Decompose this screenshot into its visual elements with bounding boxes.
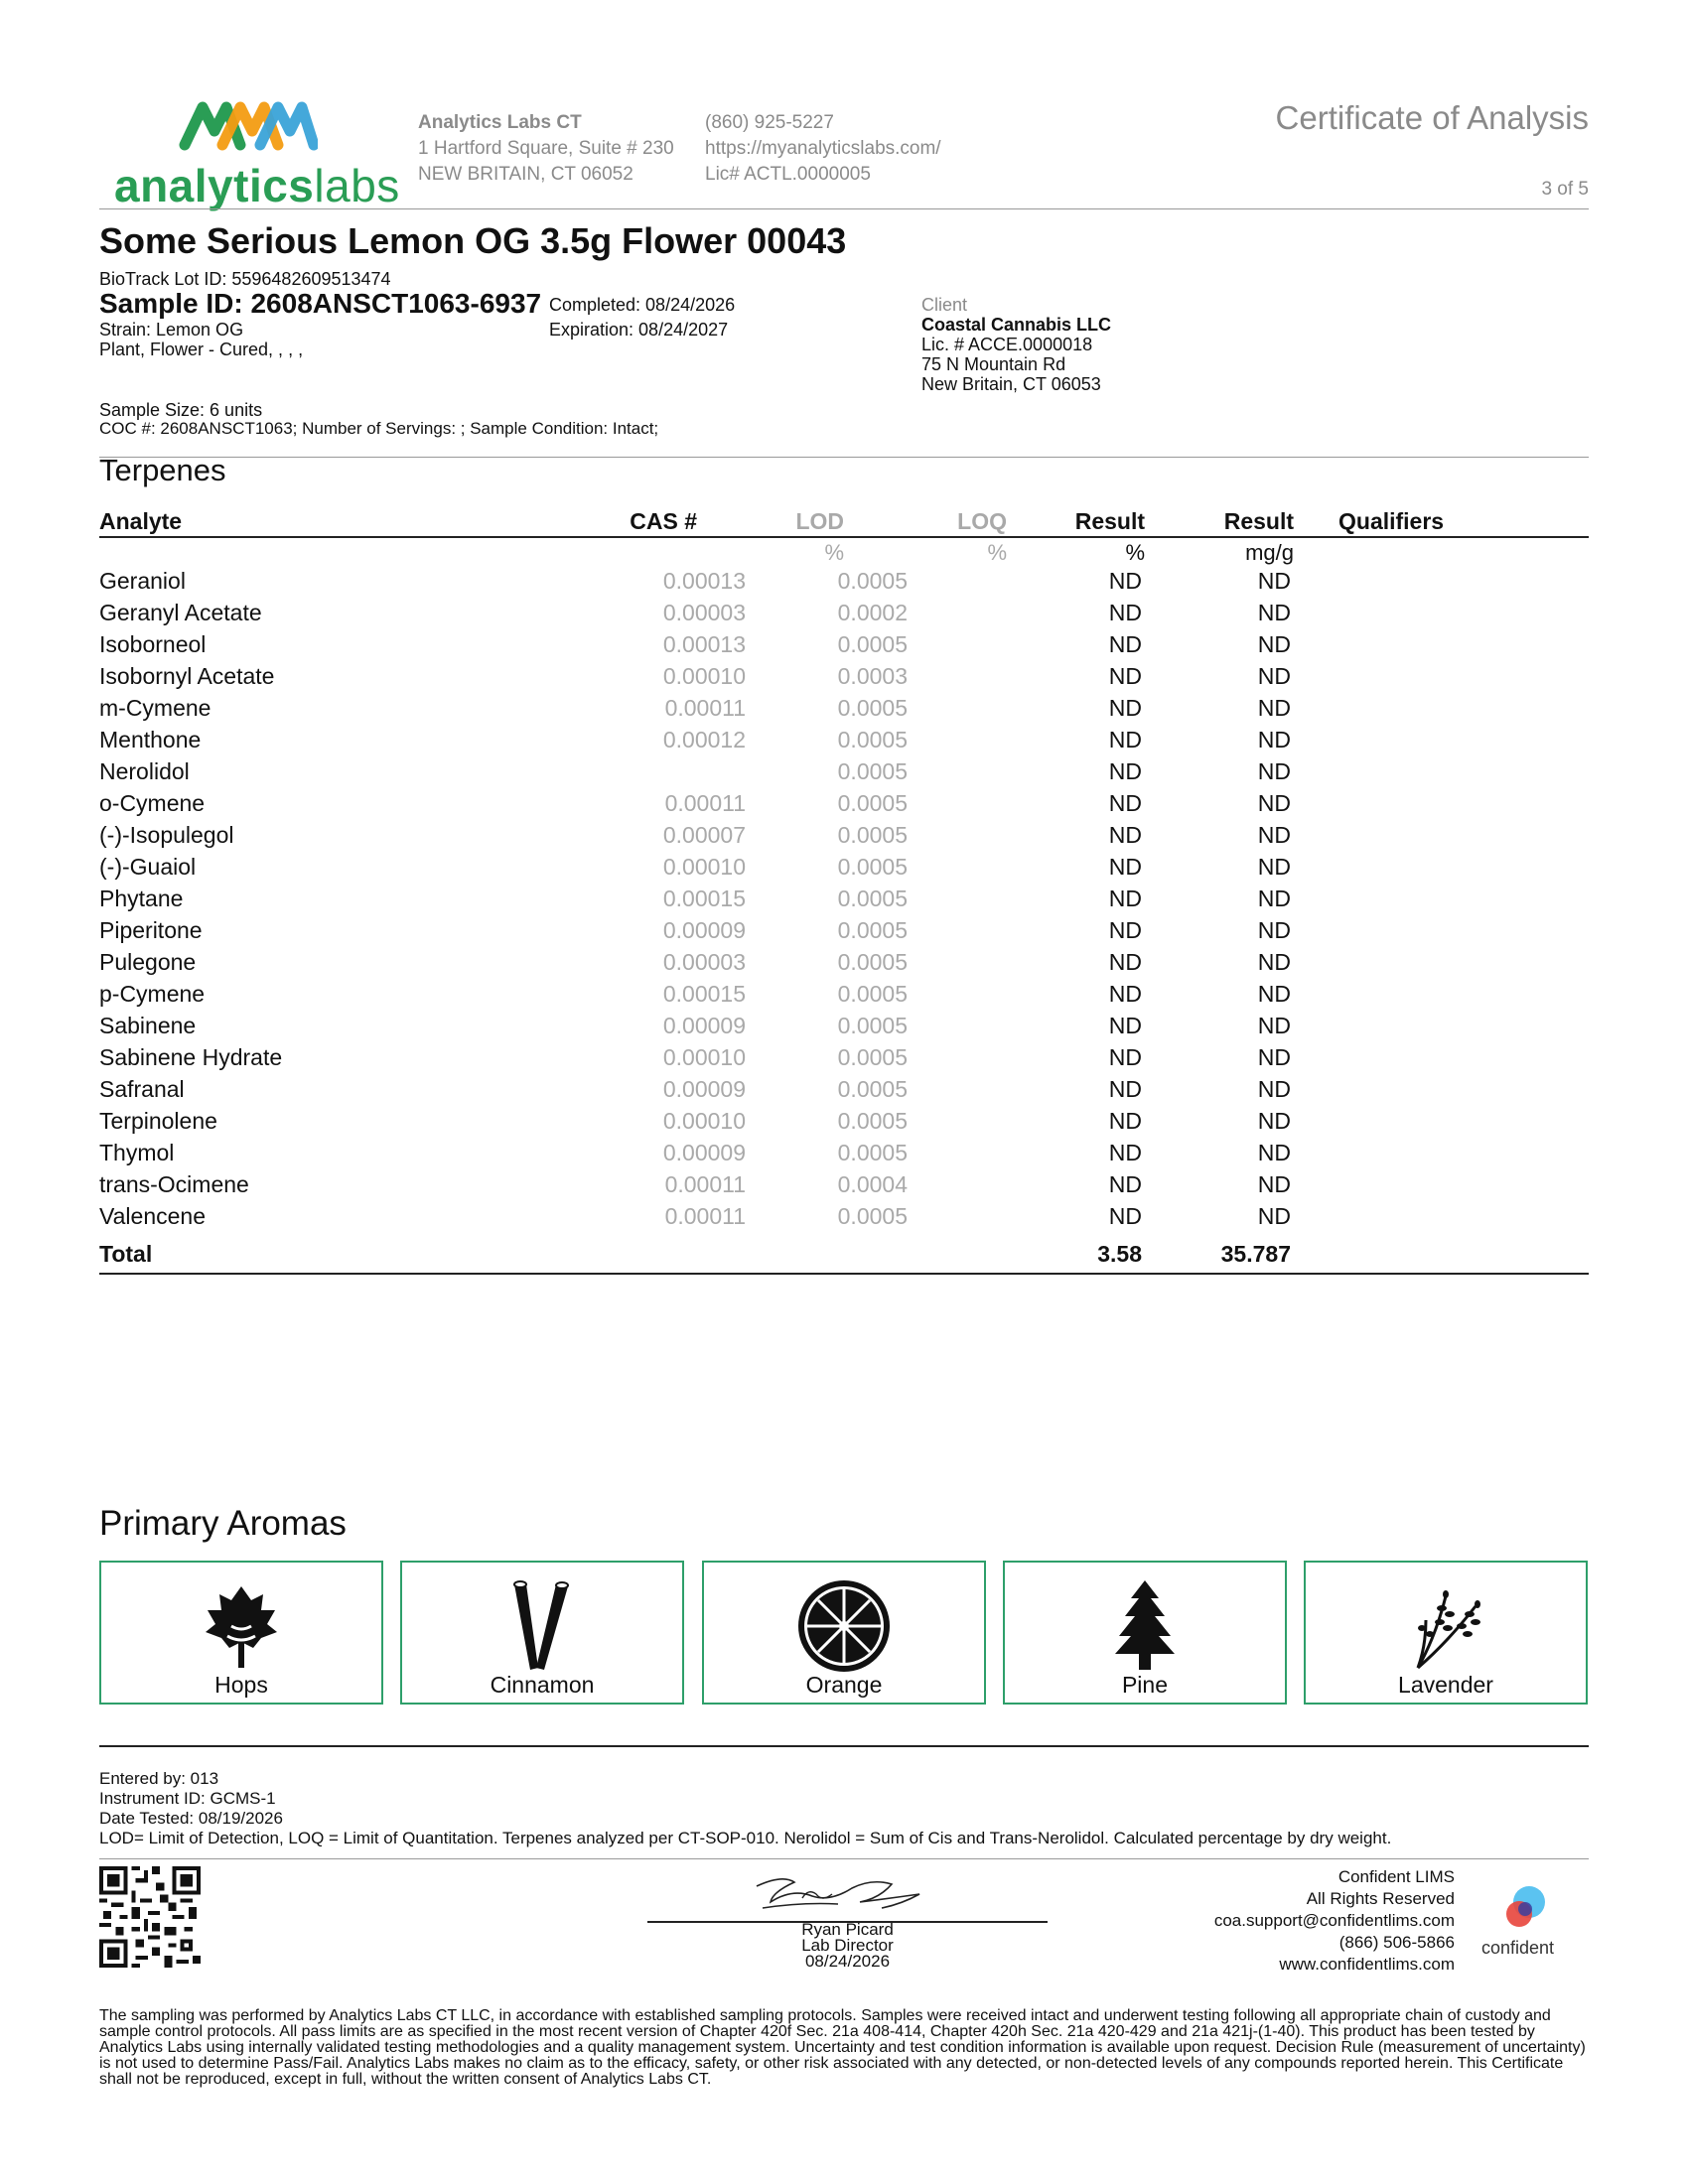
lod-cell: 0.00009 [662, 1076, 746, 1102]
aroma-label-orange: Orange [805, 1672, 883, 1698]
lod-cell: 0.00003 [662, 949, 746, 975]
analyte-cell: Sabinene [99, 1013, 197, 1038]
result-mg-cell: ND [1257, 1203, 1291, 1229]
table-row [99, 568, 1589, 600]
lavender-icon [1396, 1576, 1495, 1676]
lab-info [418, 110, 674, 188]
legal-disclaimer: The sampling was performed by Analytics Labs CT LLC, in accordance with established sampling protocols. Samples were received intact and underwent testing following all appropriate chain of custody and sample control protocols. All pass limits are as specified in the most recent version of Chapter 420f Sec. 21a 408-414, Chapter 420h Sec. 21a 420-429 and 21a 421j-(1-40). This product has been tested by Analytics Labs using internally validated testing methodologies and a quality management system. Uncertainty and test condition information is available upon request. Decision Rule (measurement of uncertainty) is not used to determine Pass/Fail. Analytics Labs makes no claim as to the efficacy, safety, or other risk associated with any detected, or non-detected levels of any compounds reported herein. This Certificate shall not be reproduced, except in full, without the written consent of Analytics Labs CT. [99, 2007, 1586, 2088]
primary-aromas-title: Primary Aromas [99, 1504, 347, 1543]
lod-cell: 0.00009 [662, 1013, 746, 1038]
table-row [99, 1140, 1589, 1171]
result-mg-cell: ND [1257, 981, 1291, 1007]
result-pct-cell: ND [1108, 727, 1142, 752]
analyte-cell: Geranyl Acetate [99, 600, 262, 625]
result-pct-cell: ND [1108, 822, 1142, 848]
lod-cell: 0.00010 [662, 1108, 746, 1134]
table-row [99, 600, 1589, 631]
loq-cell: 0.0002 [837, 600, 908, 625]
result-mg-cell: ND [1257, 1171, 1291, 1197]
analyte-cell: Safranal [99, 1076, 185, 1102]
sign-date: 08/24/2026 [804, 1952, 891, 1971]
loq-cell: 0.0005 [837, 949, 908, 975]
table-row [99, 1171, 1589, 1203]
col-header-loq: LOQ [957, 508, 1007, 534]
lod-cell: 0.00011 [664, 1203, 746, 1229]
result-mg-cell: ND [1257, 758, 1291, 784]
aroma-card-lavender [1304, 1561, 1588, 1705]
total-label: Total [99, 1241, 153, 1267]
analyte-cell: m-Cymene [99, 695, 211, 721]
col-header-qualifiers: Qualifiers [1338, 508, 1445, 534]
loq-cell: 0.0005 [837, 917, 908, 943]
result-mg-cell: ND [1257, 854, 1291, 880]
biotrack-lot-id: BioTrack Lot ID: 5596482609513474 [99, 269, 391, 289]
lod-cell: 0.00015 [662, 886, 746, 911]
result-pct-cell: ND [1108, 981, 1142, 1007]
qr-code[interactable] [99, 1866, 201, 1968]
table-row [99, 886, 1589, 917]
table-row [99, 1044, 1589, 1076]
orange-icon [794, 1576, 894, 1676]
analyte-cell: Piperitone [99, 917, 203, 943]
signer-name: Ryan Picard [801, 1920, 894, 1939]
lod-cell: 0.00013 [662, 631, 746, 657]
lod-cell: 0.00015 [662, 981, 746, 1007]
table-row [99, 917, 1589, 949]
unit-lod: % [824, 540, 844, 565]
signer-block [647, 1922, 1048, 1970]
document-title: Certificate of Analysis [1275, 99, 1589, 136]
result-pct-cell: ND [1108, 568, 1142, 594]
loq-cell: 0.0004 [837, 1171, 908, 1197]
unit-result-pct: % [1125, 540, 1145, 565]
logo-text-analytics: analytics [114, 160, 315, 211]
lab-address-line1: 1 Hartford Square, Suite # 230 [418, 138, 674, 159]
loq-cell: 0.0005 [837, 822, 908, 848]
table-header-rule [99, 536, 1589, 538]
lod-cell: 0.00012 [662, 727, 746, 752]
client-label: Client [921, 295, 968, 315]
result-pct-cell: ND [1108, 1076, 1142, 1102]
lab-license: Lic# ACTL.0000005 [705, 164, 871, 185]
result-pct-cell: ND [1108, 1044, 1142, 1070]
aroma-label-pine: Pine [1121, 1672, 1169, 1698]
col-header-result-pct: Result [1074, 508, 1145, 534]
hops-icon [192, 1576, 291, 1676]
lab-address-line2: NEW BRITAIN, CT 06052 [418, 164, 633, 185]
analyte-cell: p-Cymene [99, 981, 206, 1007]
result-pct-cell: ND [1108, 663, 1142, 689]
lod-cell: 0.00011 [664, 790, 746, 816]
analyte-cell: Thymol [99, 1140, 175, 1165]
loq-cell: 0.0005 [837, 695, 908, 721]
loq-cell: 0.0005 [837, 981, 908, 1007]
loq-cell: 0.0005 [837, 631, 908, 657]
lod-cell: 0.00007 [662, 822, 746, 848]
analyte-cell: Menthone [99, 727, 202, 752]
strain: Strain: Lemon OG [99, 320, 244, 340]
result-mg-cell: ND [1257, 695, 1291, 721]
result-mg-cell: ND [1257, 1044, 1291, 1070]
section-divider [99, 457, 1589, 458]
col-header-lod: LOD [795, 508, 844, 534]
result-mg-cell: ND [1257, 886, 1291, 911]
table-row [99, 822, 1589, 854]
total-result-pct: 3.58 [1097, 1241, 1142, 1267]
loq-cell: 0.0005 [837, 1203, 908, 1229]
lims-name: Confident LIMS [1337, 1867, 1455, 1886]
result-pct-cell: ND [1108, 758, 1142, 784]
analyte-cell: (-)-Guaiol [99, 854, 197, 880]
col-header-cas: CAS # [630, 508, 697, 534]
loq-cell: 0.0005 [837, 1013, 908, 1038]
result-pct-cell: ND [1108, 1108, 1142, 1134]
result-mg-cell: ND [1257, 917, 1291, 943]
result-pct-cell: ND [1108, 949, 1142, 975]
loq-cell: 0.0005 [837, 854, 908, 880]
table-row [99, 727, 1589, 758]
table-row [99, 949, 1589, 981]
loq-cell: 0.0005 [837, 727, 908, 752]
result-mg-cell: ND [1257, 790, 1291, 816]
loq-cell: 0.0003 [837, 663, 908, 689]
result-pct-cell: ND [1108, 1171, 1142, 1197]
table-row [99, 631, 1589, 663]
result-pct-cell: ND [1108, 600, 1142, 625]
coc-info: COC #: 2608ANSCT1063; Number of Servings: ; Sample Condition: Intact; [99, 419, 659, 438]
lab-phone: (860) 925-5227 [705, 112, 834, 133]
result-mg-cell: ND [1257, 631, 1291, 657]
result-pct-cell: ND [1108, 695, 1142, 721]
footer-divider [99, 1858, 1589, 1859]
loq-cell: 0.0005 [837, 1044, 908, 1070]
lab-url[interactable]: https://myanalyticslabs.com/ [705, 138, 941, 159]
analyte-cell: trans-Ocimene [99, 1171, 249, 1197]
client-name: Coastal Cannabis LLC [921, 315, 1112, 335]
signer-title: Lab Director [801, 1936, 894, 1955]
result-mg-cell: ND [1257, 822, 1291, 848]
expiration-date: Expiration: 08/24/2027 [549, 320, 729, 340]
analyte-cell: Geraniol [99, 568, 186, 594]
footer-top-rule [99, 1745, 1589, 1747]
logo-text-labs: labs [314, 160, 400, 211]
result-mg-cell: ND [1257, 727, 1291, 752]
date-tested: Date Tested: 08/19/2026 [99, 1809, 283, 1828]
lod-cell: 0.00011 [664, 695, 746, 721]
table-row-total [99, 1241, 1589, 1273]
col-header-result-mg: Result [1223, 508, 1294, 534]
client-address-line1: 75 N Mountain Rd [921, 354, 1066, 374]
analyte-cell: Pulegone [99, 949, 197, 975]
lims-phone: (866) 506-5866 [1338, 1933, 1455, 1952]
lod-cell: 0.00009 [662, 917, 746, 943]
lab-contact [705, 110, 941, 188]
product-name: Some Serious Lemon OG 3.5g Flower 00043 [99, 220, 847, 261]
entered-by: Entered by: 013 [99, 1769, 219, 1788]
result-mg-cell: ND [1257, 1076, 1291, 1102]
analyticslabs-logo [114, 159, 400, 212]
analyte-cell: o-Cymene [99, 790, 206, 816]
result-pct-cell: ND [1108, 1013, 1142, 1038]
unit-result-mg: mg/g [1245, 540, 1294, 565]
analyte-cell: Nerolidol [99, 758, 190, 784]
table-row [99, 981, 1589, 1013]
result-pct-cell: ND [1108, 790, 1142, 816]
terpenes-title: Terpenes [99, 453, 226, 487]
page-number: 3 of 5 [1541, 179, 1589, 200]
table-row [99, 758, 1589, 790]
lod-cell: 0.00010 [662, 663, 746, 689]
analyte-cell: Valencene [99, 1203, 206, 1229]
result-pct-cell: ND [1108, 1203, 1142, 1229]
total-result-mg: 35.787 [1220, 1241, 1291, 1267]
result-mg-cell: ND [1257, 1140, 1291, 1165]
aroma-label-hops: Hops [214, 1672, 268, 1698]
client-address-line2: New Britain, CT 06053 [921, 374, 1101, 394]
table-row [99, 1108, 1589, 1140]
table-row [99, 1013, 1589, 1044]
analyte-cell: Isoborneol [99, 631, 207, 657]
lod-cell: 0.00003 [662, 600, 746, 625]
result-mg-cell: ND [1257, 1013, 1291, 1038]
confident-logo-text: confident [1481, 1938, 1555, 1958]
result-pct-cell: ND [1108, 886, 1142, 911]
analyticslabs-logo-mark [179, 97, 318, 153]
result-mg-cell: ND [1257, 568, 1291, 594]
sample-matrix: Plant, Flower - Cured, , , , [99, 340, 304, 359]
result-mg-cell: ND [1257, 600, 1291, 625]
lod-cell: 0.00010 [662, 854, 746, 880]
result-pct-cell: ND [1108, 917, 1142, 943]
result-pct-cell: ND [1108, 631, 1142, 657]
result-pct-cell: ND [1108, 854, 1142, 880]
aroma-card-cinnamon [400, 1561, 684, 1705]
signature [743, 1868, 941, 1920]
sample-id: Sample ID: 2608ANSCT1063-6937 [99, 288, 542, 319]
confident-logo-icon [1497, 1884, 1553, 1934]
table-row [99, 663, 1589, 695]
client-license: Lic. # ACCE.0000018 [921, 335, 1093, 354]
client-block [921, 295, 1111, 394]
result-mg-cell: ND [1257, 663, 1291, 689]
lod-cell: 0.00010 [662, 1044, 746, 1070]
unit-loq: % [987, 540, 1007, 565]
lims-url[interactable]: www.confidentlims.com [1279, 1955, 1455, 1974]
loq-cell: 0.0005 [837, 1108, 908, 1134]
analyte-cell: Sabinene Hydrate [99, 1044, 283, 1070]
table-bottom-rule [99, 1273, 1589, 1275]
loq-cell: 0.0005 [837, 568, 908, 594]
test-info [99, 1769, 1391, 1848]
analyte-cell: (-)-Isopulegol [99, 822, 234, 848]
instrument-id: Instrument ID: GCMS-1 [99, 1789, 276, 1808]
loq-cell: 0.0005 [837, 1140, 908, 1165]
lod-cell: 0.00013 [662, 568, 746, 594]
result-pct-cell: ND [1108, 1140, 1142, 1165]
table-row [99, 695, 1589, 727]
analyte-cell: Terpinolene [99, 1108, 217, 1134]
lims-info [1214, 1866, 1455, 1976]
table-row [99, 1076, 1589, 1108]
loq-cell: 0.0005 [837, 886, 908, 911]
lims-email[interactable]: coa.support@confidentlims.com [1213, 1911, 1455, 1930]
analyte-cell: Phytane [99, 886, 184, 911]
result-mg-cell: ND [1257, 949, 1291, 975]
loq-cell: 0.0005 [837, 758, 908, 784]
lod-cell: 0.00009 [662, 1140, 746, 1165]
loq-cell: 0.0005 [837, 1076, 908, 1102]
method-notes: LOD= Limit of Detection, LOQ = Limit of Quantitation. Terpenes analyzed per CT-SOP-010. Nerolidol = Sum of Cis and Trans-Nerolidol. Calculated percentage by dry weight. [99, 1829, 1392, 1847]
header-divider [99, 208, 1589, 209]
result-mg-cell: ND [1257, 1108, 1291, 1134]
lims-rights: All Rights Reserved [1306, 1889, 1455, 1908]
aroma-card-hops [99, 1561, 383, 1705]
aroma-label-lavender: Lavender [1398, 1672, 1493, 1698]
table-row [99, 790, 1589, 822]
table-row [99, 854, 1589, 886]
pine-icon [1095, 1576, 1195, 1676]
col-header-analyte: Analyte [99, 508, 183, 534]
analyte-cell: Isobornyl Acetate [99, 663, 275, 689]
table-row [99, 1203, 1589, 1235]
lod-cell: 0.00011 [664, 1171, 746, 1197]
lab-name: Analytics Labs CT [418, 112, 582, 133]
aroma-card-pine [1003, 1561, 1287, 1705]
cinnamon-icon [492, 1576, 592, 1676]
sample-size: Sample Size: 6 units [99, 400, 263, 420]
loq-cell: 0.0005 [837, 790, 908, 816]
aroma-card-orange [702, 1561, 986, 1705]
completed-date: Completed: 08/24/2026 [549, 295, 736, 315]
aroma-label-cinnamon: Cinnamon [490, 1672, 595, 1698]
